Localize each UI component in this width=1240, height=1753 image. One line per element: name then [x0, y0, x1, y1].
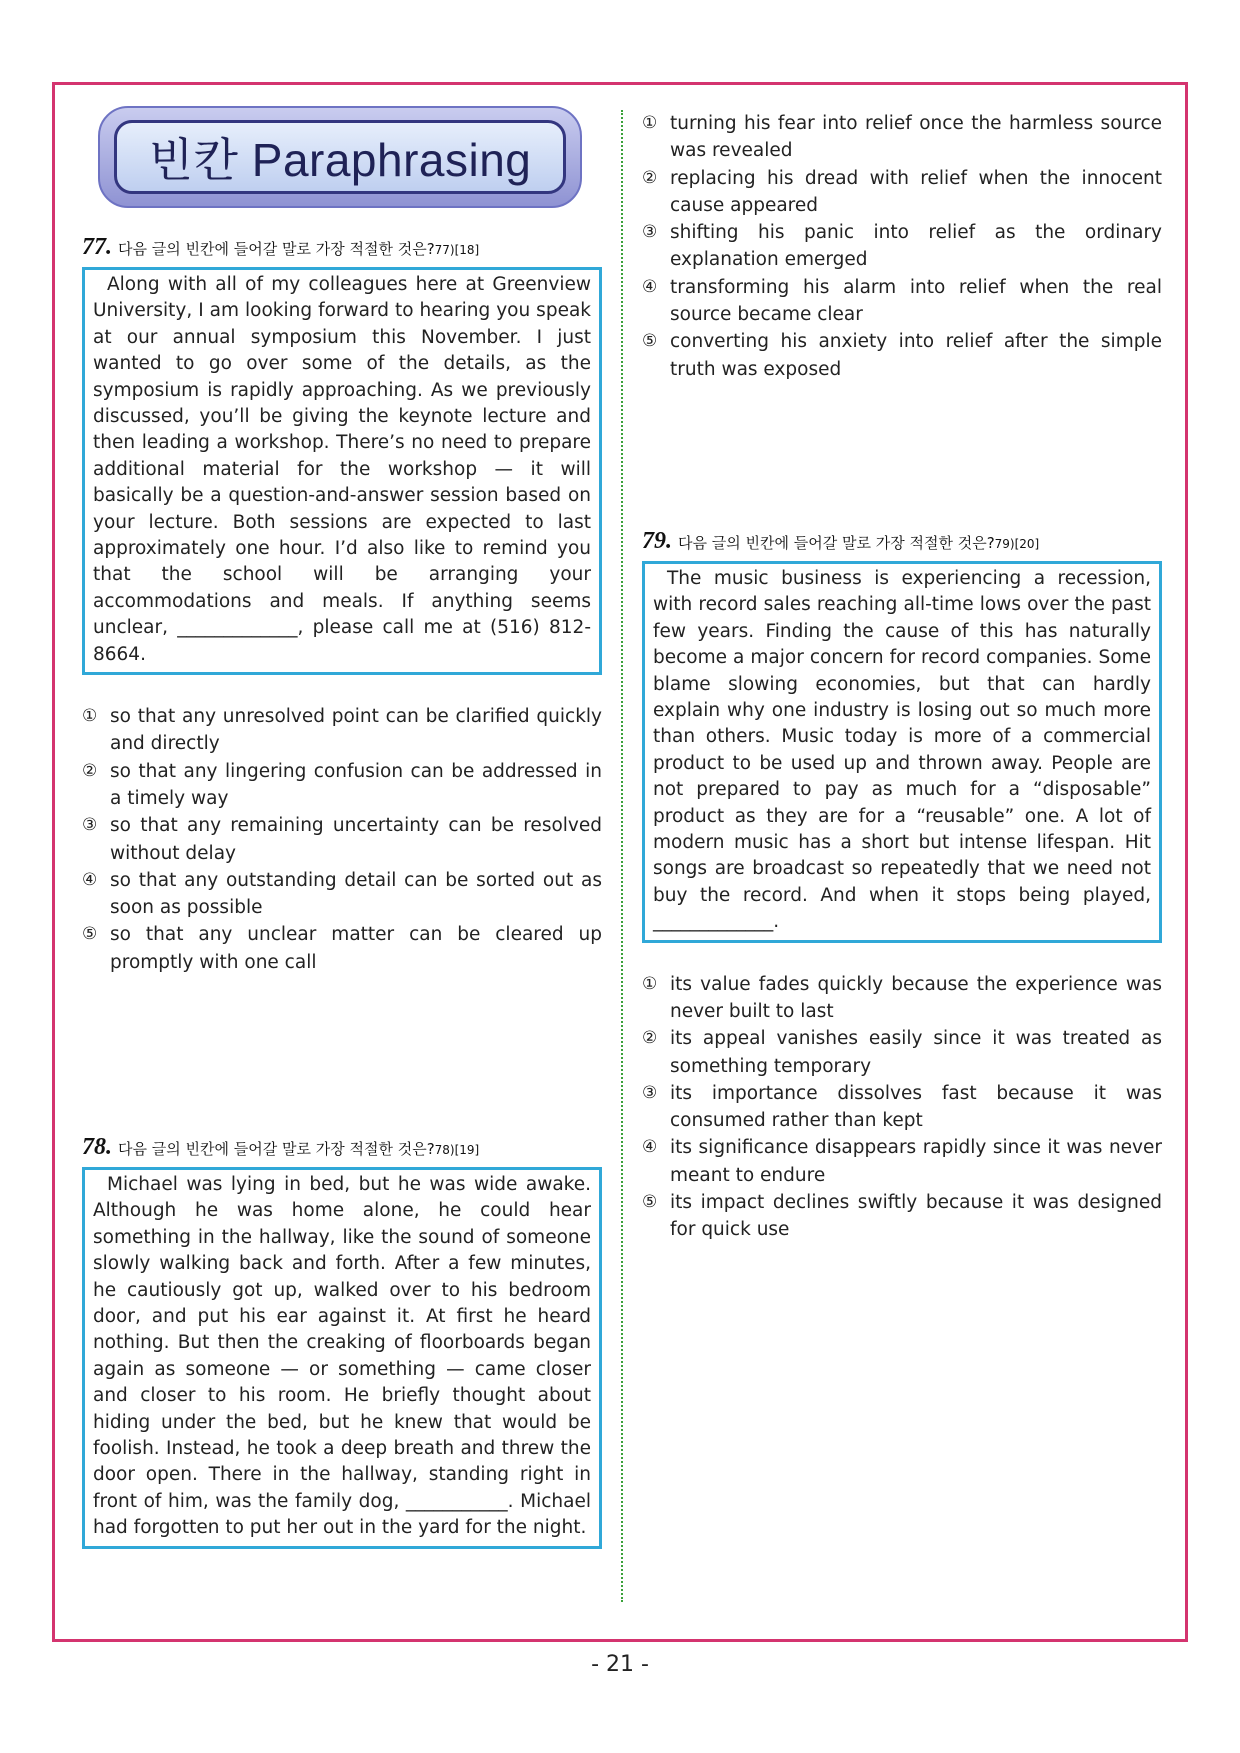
- question-77: [82, 234, 602, 976]
- option-5[interactable]: ⑤ converting his anxiety into relief after the simple truth was exposed: [642, 331, 1162, 380]
- question-79: [642, 528, 1162, 1244]
- page-number: - 21 -: [591, 1652, 649, 1677]
- question-78: [82, 1134, 602, 1549]
- option-4[interactable]: ④ so that any outstanding detail can be sorted out as soon as possible: [82, 869, 602, 919]
- option-5[interactable]: ⑤ its impact declines swiftly because it was designed for quick use: [642, 1192, 1162, 1241]
- passage-box: Michael was lying in bed, but he was wide awake. Although he was home alone, he could hear something in the hallway, like the sound of someone slowly walking back and forth. After a few minutes, he cautiously got up, walked over to his bedroom door, and put his ear against it. At first he heard nothing. But then the creaking of floorboards began again as someone — or something — came closer and closer to his room. He briefly thought about hiding under the bed, but he knew that would be foolish. Instead, he took a deep breath and threw the door open. There in the hallway, standing right in front of him, was the family dog, ___________. Michael had forgotten to put her out in the yard for the night.: [82, 1167, 602, 1549]
- option-1[interactable]: ① so that any unresolved point can be clarified quickly and directly: [82, 706, 602, 755]
- option-1[interactable]: ① its value fades quickly because the experience was never built to last: [642, 973, 1162, 1022]
- question-prompt: 다음 글의 빈칸에 들어갈 말로 가장 적절한 것은?: [678, 534, 995, 552]
- passage-box: Along with all of my colleagues here at Greenview University, I am looking forward to hearing you speak at our annual symposium this November. I just wanted to go over some of the details, as the symposium is rapidly approaching. As we previously discussed, you’ll be giving the keynote lecture and then leading a workshop. There’s no need to prepare additional material for the workshop — it will basically be a question-and-answer session based on your lecture. Both sessions are expected to last approximately one hour. I’d also like to remind you that the school will be arranging your accommodations and meals. If anything seems unclear, _____________, please call me at (516) 812-8664.: [82, 267, 602, 675]
- question-prompt: 다음 글의 빈칸에 들어갈 말로 가장 적절한 것은?: [118, 240, 435, 258]
- option-2[interactable]: ② so that any lingering confusion can be addressed in a timely way: [82, 760, 602, 809]
- question-number: 79.: [642, 528, 672, 554]
- question-source: 78)[19]: [434, 1143, 480, 1157]
- option-2[interactable]: ② replacing his dread with relief when the innocent cause appeared: [642, 167, 1162, 216]
- option-2[interactable]: ② its appeal vanishes easily since it was treated as something temporary: [642, 1028, 1162, 1077]
- answer-options: [82, 703, 602, 976]
- right-column: [642, 106, 1162, 1241]
- question-header: [82, 234, 602, 261]
- left-column: [82, 106, 602, 1539]
- answer-options-78: [642, 110, 1162, 383]
- question-header: [82, 1134, 602, 1161]
- question-source: 77)[18]: [434, 243, 480, 257]
- option-3[interactable]: ③ so that any remaining uncertainty can be resolved without delay: [82, 815, 602, 864]
- section-title-badge: [98, 106, 582, 208]
- option-3[interactable]: ③ shifting his panic into relief as the ordinary explanation emerged: [642, 222, 1162, 271]
- option-1[interactable]: ① turning his fear into relief once the harmless source was revealed: [642, 113, 1162, 162]
- question-header: [642, 528, 1162, 555]
- option-3[interactable]: ③ its importance dissolves fast because it was consumed rather than kept: [642, 1082, 1162, 1132]
- question-source: 79)[20]: [994, 537, 1040, 551]
- question-number: 78.: [82, 1134, 112, 1160]
- option-4[interactable]: ④ transforming his alarm into relief when the real source became clear: [642, 276, 1162, 326]
- option-5[interactable]: ⑤ so that any unclear matter can be cleared up promptly with one call: [82, 924, 602, 973]
- section-title: 빈칸 Paraphrasing: [148, 134, 532, 186]
- answer-options: [642, 971, 1162, 1244]
- passage-box: The music business is experiencing a recession, with record sales reaching all-time lows over the past few years. Finding the cause of this has naturally become a major concern for record companies. Some blame slowing economies, but that can hardly explain why one industry is losing out so much more than others. Music today is more of a commercial product to be used up and thrown away. People are not prepared to pay as much for a “disposable” product as they are for a “reusable” one. A lot of modern music has a short but intense lifespan. Hit songs are broadcast so repeatedly that we need not buy the record. And when it stops being played, _____________.: [642, 561, 1162, 943]
- question-prompt: 다음 글의 빈칸에 들어갈 말로 가장 적절한 것은?: [118, 1140, 435, 1158]
- column-divider: [621, 110, 623, 1602]
- question-number: 77.: [82, 234, 112, 260]
- option-4[interactable]: ④ its significance disappears rapidly since it was never meant to endure: [642, 1137, 1162, 1186]
